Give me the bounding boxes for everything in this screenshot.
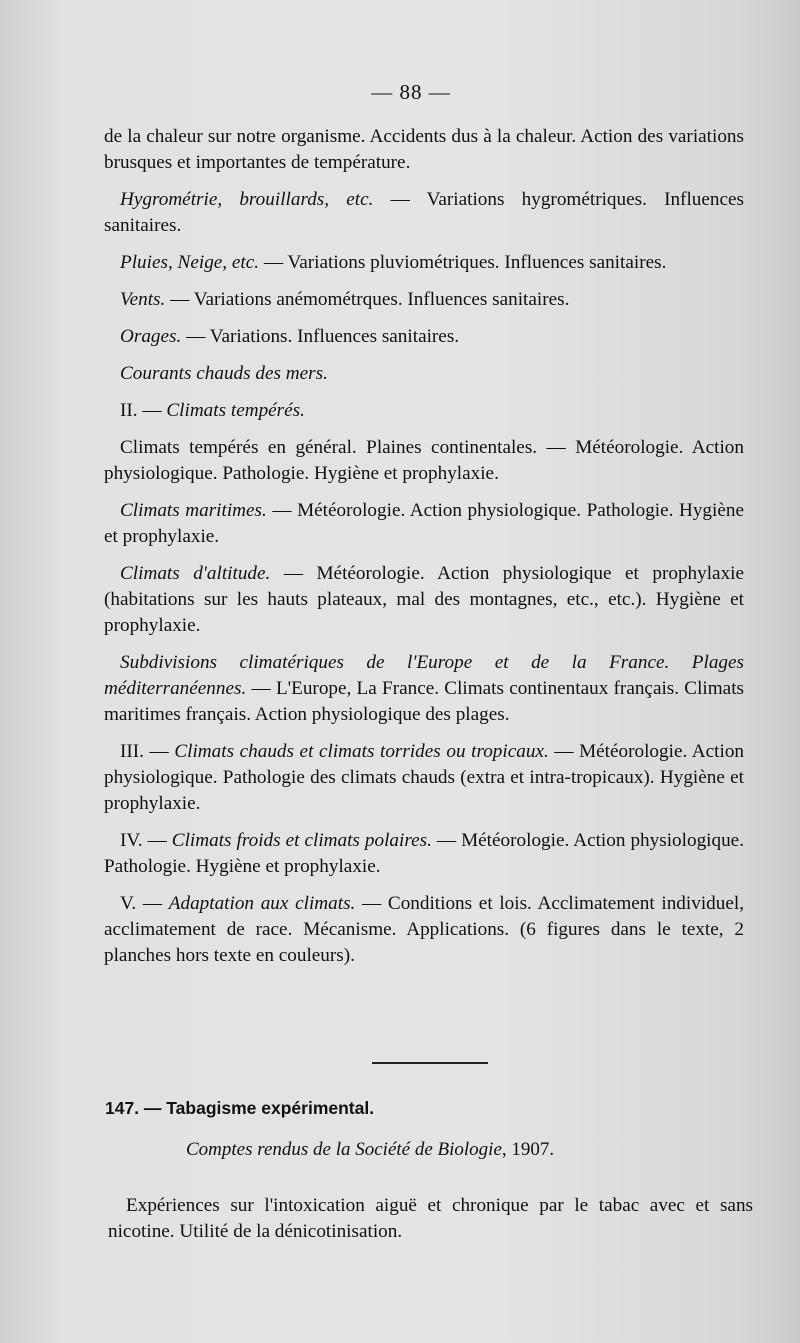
paragraph-cold-climates: IV. — Climats froids et climats polaires. — Météorologie. Action physiologique. Pathologie. Hygiène et prophylaxie. (104, 830, 744, 877)
paragraph-hygrometry: Hygrométrie, brouillards, etc. — Variations hygrométriques. Influences sanitaires. (104, 189, 744, 236)
page-number: — 88 — (371, 80, 451, 104)
paragraph-temperate-heading: II. — Climats tempérés. (120, 400, 305, 421)
section-title: Climats d'altitude. (120, 563, 271, 584)
section-title: Climats chauds et climats torrides ou tropicaux. (174, 741, 549, 762)
paragraph-currents (104, 361, 744, 387)
paragraph-adaptation: V. — Adaptation aux climats. — Conditions et lois. Acclimatement individuel, acclimatement de race. Mécanisme. Applications. (6 figures dans le texte, 2 planches hors texte en couleurs). (104, 893, 744, 966)
section-title: Hygrométrie, brouillards, etc. (120, 189, 374, 210)
section-divider (372, 1062, 488, 1064)
section-title: Climats tempérés. (166, 400, 305, 421)
paragraph-winds: Vents. — Variations anémométrques. Influences sanitaires. (120, 289, 570, 310)
paragraph-subdivisions: Subdivisions climatériques de l'Europe et de la France. Plages méditerranéennes. — L'Europe, La France. Climats continentaux français. Climats maritimes français. Action physiologique des plages. (104, 652, 744, 725)
section-title: Orages. (120, 326, 182, 347)
source-journal: Comptes rendus de la Société de Biologie (186, 1139, 502, 1160)
body-text (104, 124, 744, 980)
section-title: Courants chauds des mers. (120, 363, 328, 384)
entry-title: 147. — Tabagisme expérimental. (105, 1098, 375, 1118)
paragraph-hot-climates: III. — Climats chauds et climats torrides ou tropicaux. — Météorologie. Action physiologique. Pathologie des climats chauds (extra et intra-tropicaux). Hygiène et prophylaxie. (104, 741, 745, 814)
section-title: Climats froids et climats polaires. (171, 830, 432, 851)
source-year: , 1907. (501, 1139, 555, 1160)
section-title: Subdivisions climatériques de l'Europe et de la France. Plages méditerranéennes. (104, 652, 744, 699)
entry-description: Expériences sur l'intoxication aiguë et chronique par le tabac avec et sans nicotine. Utilité de la dénicotinisation. (108, 1195, 753, 1242)
section-title: Adaptation aux climats. (168, 893, 356, 914)
section-title: Vents. (120, 289, 166, 310)
entry-source (186, 1139, 554, 1161)
paragraph-heat-accidents: de la chaleur sur notre organisme. Accidents dus à la chaleur. Action des variations brusques et importantes de température. (104, 126, 744, 173)
section-title: Pluies, Neige, etc. (120, 252, 260, 273)
section-title: Climats maritimes. (120, 500, 267, 521)
paragraph-temperate-general: Climats tempérés en général. Plaines continentales. — Météorologie. Action physiologique. Pathologie. Hygiène et prophylaxie. (104, 437, 744, 484)
paragraph-rain: Pluies, Neige, etc. — Variations pluviométriques. Influences sanitaires. (120, 252, 667, 273)
paragraph-maritime: Climats maritimes. — Météorologie. Action physiologique. Pathologie. Hygiène et prophylaxie. (104, 500, 744, 547)
paragraph-storms: Orages. — Variations. Influences sanitaires. (120, 326, 460, 347)
paragraph-altitude: Climats d'altitude. — Météorologie. Action physiologique et prophylaxie (habitations sur les hauts plateaux, mal des montagnes, etc., etc.). Hygiène et prophylaxie. (104, 563, 745, 636)
